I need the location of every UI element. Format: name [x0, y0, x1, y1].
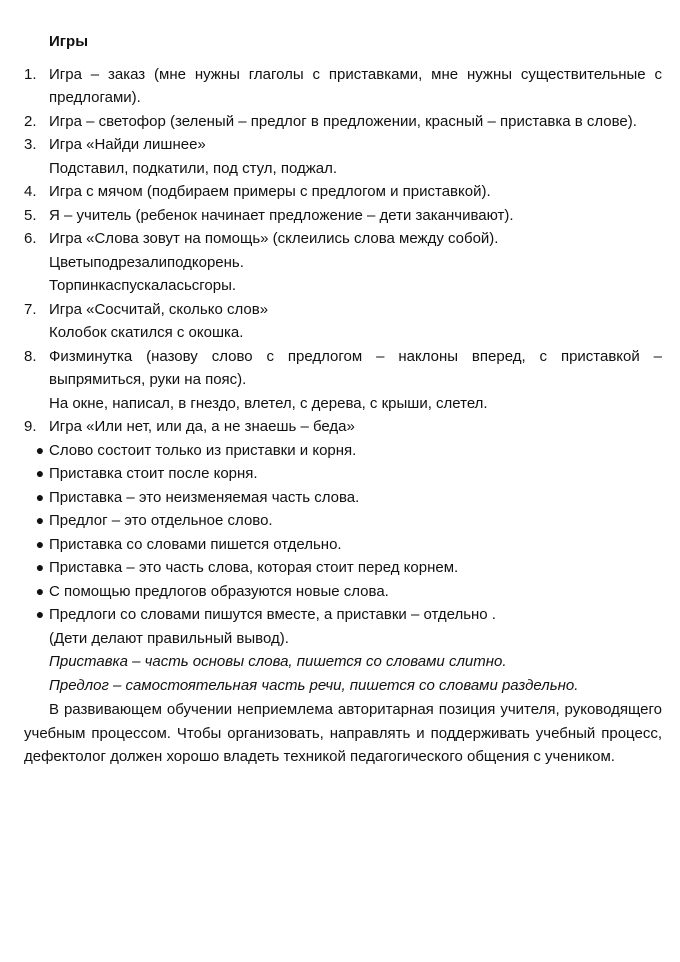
closing-paragraph: В развивающем обучении неприемлема авторитарная позиция учителя, руководящего учебным процессом. Чтобы организовать, направлять и поддерживать учебный процесс, дефектолог должен хорошо владеть техникой педагогического общения с учеником.: [24, 701, 662, 765]
list-number: 9.: [24, 418, 37, 435]
games-list: [24, 63, 662, 439]
game-example: Подставил, подкатили, под стул, поджал.: [49, 159, 338, 177]
bullet-icon: ●: [35, 559, 45, 575]
game-text: Игра с мячом (подбираем примеры с предлогом и приставкой).: [49, 183, 491, 200]
rules-list: [24, 650, 662, 697]
statement-item: [24, 603, 662, 627]
statement-text: Предлог – это отдельное слово.: [49, 512, 273, 529]
game-example: На окне, написал, в гнездо, влетел, с дерева, с крыши, слетел.: [49, 394, 488, 412]
statement-text: Приставка – это неизменяемая часть слова.: [49, 488, 360, 506]
list-number: 5.: [24, 206, 37, 224]
bullet-icon: ●: [35, 512, 45, 528]
statement-item: [24, 509, 662, 533]
statement-item: [24, 462, 662, 486]
bullet-icon: ●: [35, 465, 45, 481]
bullet-icon: ●: [35, 606, 45, 622]
conclusion-note: (Дети делают правильный вывод).: [49, 629, 289, 647]
bullet-icon: ●: [35, 441, 45, 458]
game-text: Физминутка (назову слово с предлогом – наклоны вперед, с приставкой – выпрямиться, руки на пояс).: [49, 347, 662, 388]
game-item: [24, 204, 662, 228]
bullet-icon: ●: [35, 535, 45, 552]
list-number: 4.: [24, 183, 37, 200]
game-example: Колобок скатился с окошка.: [49, 324, 244, 341]
statement-text: Приставка – это часть слова, которая стоит перед корнем.: [49, 559, 459, 576]
statement-item: [24, 556, 662, 580]
game-text: Игра «Слова зовут на помощь» (склеились слова между собой).: [49, 230, 499, 247]
bullet-icon: ●: [35, 582, 45, 599]
statement-text: Слово состоит только из приставки и корня.: [49, 441, 357, 459]
game-text: Я – учитель (ребенок начинает предложение – дети заканчивают).: [49, 206, 514, 224]
statement-item: [24, 439, 662, 463]
game-item: [24, 110, 662, 134]
list-number: 1.: [24, 65, 37, 83]
list-number: 3.: [24, 136, 37, 153]
game-item: [24, 415, 662, 439]
statement-item: [24, 486, 662, 510]
game-text: Игра – светофор (зеленый – предлог в предложении, красный – приставка в слове).: [49, 112, 637, 130]
game-text: Игра – заказ (мне нужны глаголы с приставками, мне нужны существительные с предлогами).: [49, 65, 662, 106]
list-number: 2.: [24, 112, 37, 130]
game-example: Цветыподрезалиподкорень.: [49, 253, 244, 271]
game-text: Игра «Сосчитай, сколько слов»: [49, 300, 269, 318]
statements-list: [24, 439, 662, 627]
game-text: Игра «Найди лишнее»: [49, 136, 206, 153]
statement-text: Приставка стоит после корня.: [49, 465, 258, 482]
section-heading: Игры: [49, 33, 89, 50]
list-number: 6.: [24, 230, 37, 247]
statement-text: С помощью предлогов образуются новые слова.: [49, 582, 389, 600]
game-item: [24, 298, 662, 322]
game-item: [24, 133, 662, 157]
rule-text: Приставка – часть основы слова, пишется со словами слитно.: [49, 653, 507, 670]
list-number: 7.: [24, 300, 37, 318]
game-item: [24, 180, 662, 204]
statement-item: [24, 580, 662, 604]
list-number: 8.: [24, 347, 37, 365]
game-example: Торпинкаспускалаcьсгоры.: [49, 277, 237, 294]
statement-text: Приставка со словами пишется отдельно.: [49, 535, 342, 553]
rule-text: Предлог – самостоятельная часть речи, пишется со словами раздельно.: [49, 676, 579, 694]
statement-text: Предлоги со словами пишутся вместе, а приставки – отдельно .: [49, 606, 496, 623]
statement-item: [24, 533, 662, 557]
game-item: [24, 345, 662, 392]
bullet-icon: ●: [35, 488, 45, 505]
game-item: [24, 63, 662, 110]
game-text: Игра «Или нет, или да, а не знаешь – беда»: [49, 418, 355, 435]
game-item: [24, 227, 662, 251]
